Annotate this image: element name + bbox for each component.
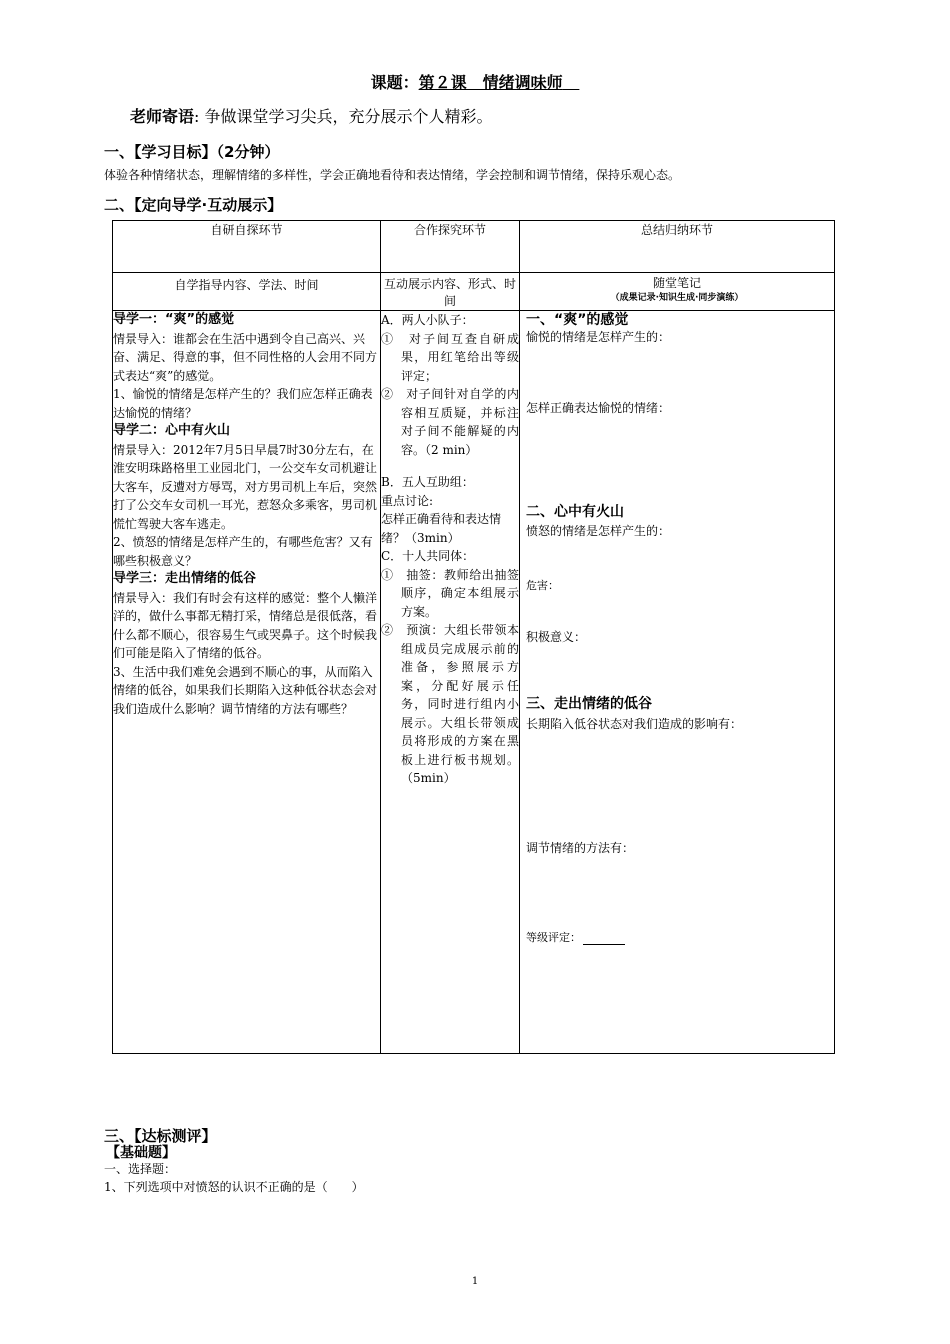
section-goals-text: 体验各种情绪状态，理解情绪的多样性，学会正确地看待和表达情绪，学会控制和调节情绪，保持乐观心态。: [104, 168, 681, 182]
page-number: 1: [471, 1276, 479, 1287]
lesson-title: 第２课 情绪调味师: [418, 73, 563, 92]
cooperation-content: [381, 311, 520, 1054]
pair-team-step-1: ① 对子间互查自研成果，用红笔给出等级评定；: [381, 331, 519, 383]
guide-table: [112, 220, 835, 1054]
guide-1-title: 导学一：“爽”的感觉: [113, 312, 235, 327]
basic-questions-heading: 【基础题】: [106, 1145, 176, 1161]
notes-heading-1: 一、“爽”的感觉: [526, 312, 629, 328]
group-five-title: B．五人互助组：: [381, 475, 474, 489]
teacher-motto: [130, 104, 493, 127]
notes-content: [520, 311, 835, 1054]
notes-q2: 怎样正确表达愉悦的情绪：: [526, 401, 671, 415]
sub-header-notes: 随堂笔记 （成果记录·知识生成·同步演练）: [520, 273, 835, 311]
grade-blank[interactable]: [583, 931, 625, 945]
guide-2-question: 2、愤怒的情绪是怎样产生的，有哪些危害？又有哪些积极意义？: [113, 535, 373, 568]
guide-2-text: 情景导入：2012年7月5日早晨7时30分左右，在淮安明珠路格里工业园北门，一公交车女司机避让大客车，反遭对方辱骂，对方男司机上车后，突然打了公交车女司机一耳光，惹怒众多乘客，男司机慌忙驾驶大客车逃走。: [113, 442, 378, 531]
group-ten-step-1: ① 抽签：教师给出抽签顺序，确定本组展示方案。: [381, 567, 519, 619]
sub-header-cooperation: 互动展示内容、形式、时间: [381, 273, 520, 311]
notes-q5: 积极意义：: [526, 630, 587, 644]
col-header-summary: 总结归纳环节: [520, 221, 835, 273]
guide-1-text: 情景导入：谁都会在生活中遇到令自己高兴、兴奋、满足、得意的事，但不同性格的人会用不同方式表达“爽”的感觉。: [113, 331, 378, 383]
page-title: 课题：第２课 情绪调味师: [370, 73, 563, 92]
notes-q6: 长期陷入低谷状态对我们造成的影响有：: [526, 717, 743, 731]
notes-q3: 愤怒的情绪是怎样产生的：: [526, 524, 671, 538]
guide-3-text: 情景导入：我们有时会有这样的感觉：整个人懒洋洋的，做什么事都无精打采，情绪总是很低落，看什么都不顺心，很容易生气或哭鼻子。这个时候我们可能是陷入了情绪的低谷。: [113, 590, 378, 660]
guide-2-title: 导学二：心中有火山: [113, 423, 231, 438]
sub-header-self-study: 自学指导内容、学法、时间: [113, 273, 381, 311]
grade-evaluation: 等级评定：: [526, 929, 625, 945]
notes-heading-2: 二、心中有火山: [526, 504, 624, 520]
notes-q1: 愉悦的情绪是怎样产生的：: [526, 330, 671, 344]
group-ten-step-2: ② 预演：大组长带领本组成员完成展示前的准备，参照展示方案，分配好展示任务，同时进行组内小展示。大组长带领成员将形成的方案在黑板上进行板书规划。（5min）: [381, 623, 519, 785]
notes-heading-3: 三、走出情绪的低谷: [526, 696, 652, 712]
section-test-heading: 三、【达标测评】: [104, 1127, 217, 1145]
group-five-text-1: 重点讨论:: [381, 493, 434, 508]
guide-3-question: 3、生活中我们难免会遇到不顺心的事，从而陷入情绪的低谷，如果我们长期陷入这种低谷状态会对我们造成什么影响？调节情绪的方法有哪些？: [113, 664, 378, 716]
guide-3-title: 导学三：走出情绪的低谷: [113, 571, 257, 586]
section-goals-heading: 一、【学习目标】（2分钟）: [104, 143, 280, 161]
self-study-content: [113, 311, 381, 1054]
choice-questions-label: 一、选择题：: [104, 1162, 177, 1176]
pair-team-title: A．两人小队子：: [381, 313, 474, 327]
section-guide-heading: 二、【定向导学·互动展示】: [104, 196, 283, 214]
group-five-text-2: 怎样正确看待和表达情绪？（3min）: [381, 512, 502, 545]
notes-q7: 调节情绪的方法有：: [526, 841, 635, 855]
motto-text: : 争做课堂学习尖兵，充分展示个人精彩。: [194, 107, 493, 126]
group-ten-title: C．十人共同体：: [381, 549, 475, 563]
col-header-self-study: 自研自探环节: [113, 221, 381, 273]
notes-subtitle: （成果记录·知识生成·同步演练）: [610, 293, 744, 303]
motto-label: 老师寄语: [130, 107, 195, 126]
question-1: 1、下列选项中对愤怒的认识不正确的是（ ）: [104, 1180, 364, 1194]
col-header-cooperation: 合作探究环节: [381, 221, 520, 273]
pair-team-step-2: ② 对子间针对自学的内容相互质疑，并标注对子间不能解疑的内容。（2 min）: [381, 387, 519, 457]
guide-1-question: 1、愉悦的情绪是怎样产生的？我们应怎样正确表达愉悦的情绪？: [113, 387, 373, 420]
notes-q4: 危害：: [526, 579, 559, 592]
